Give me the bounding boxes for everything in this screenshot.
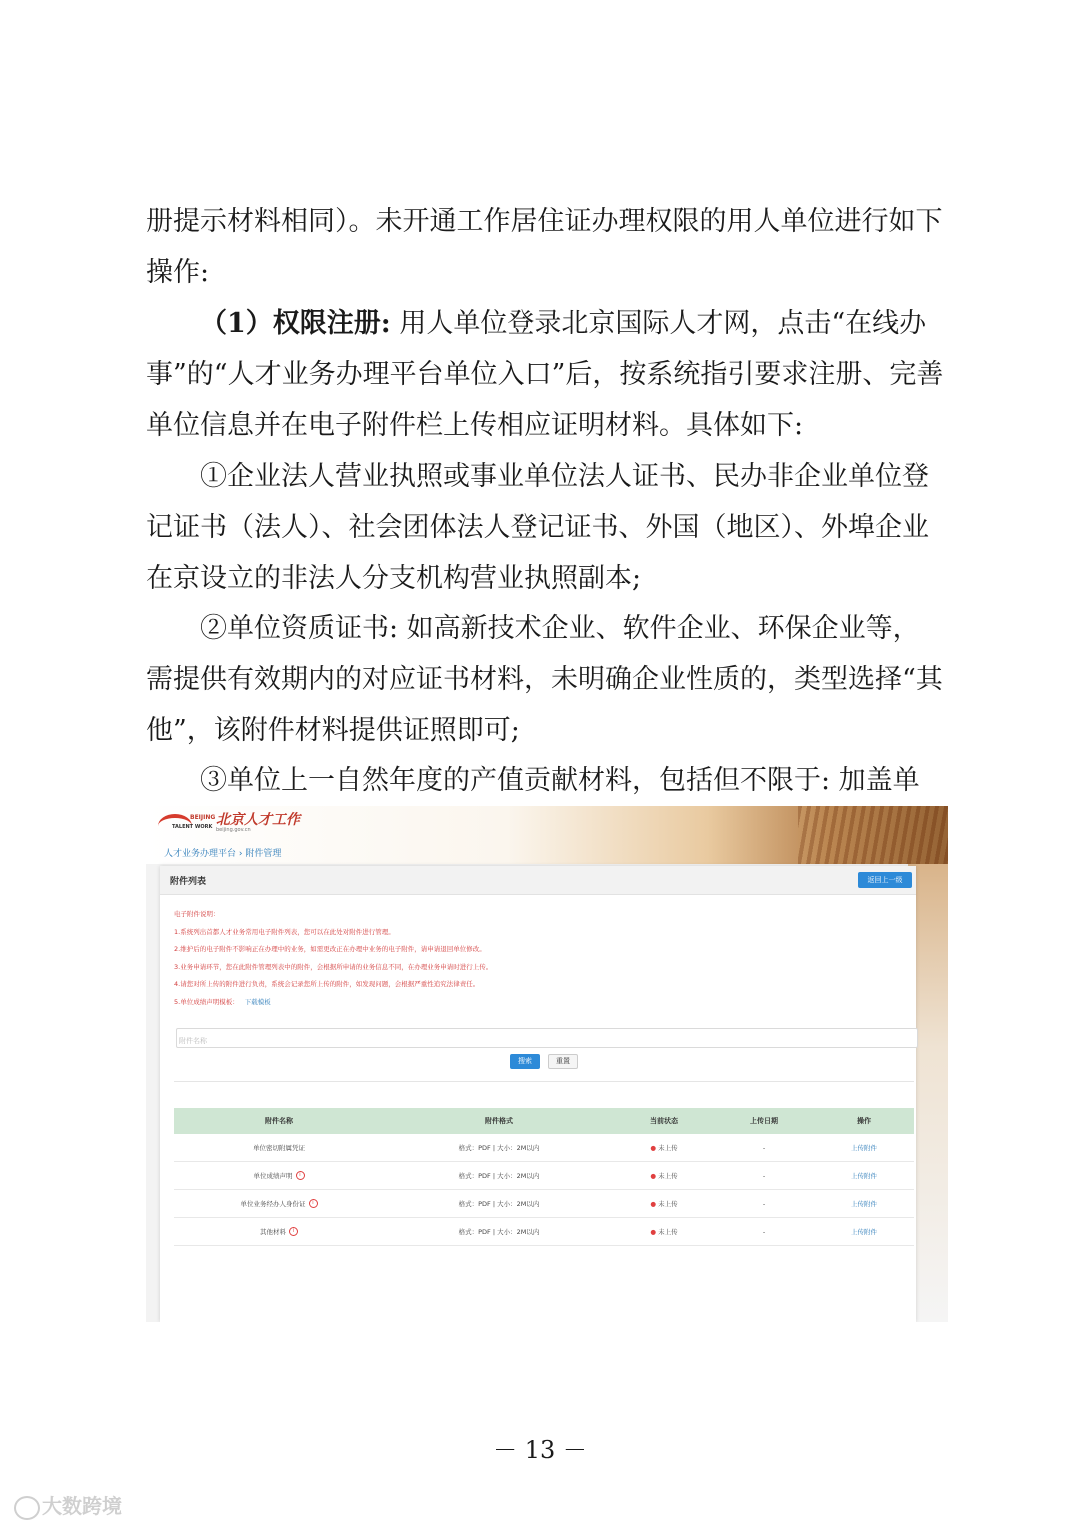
column-header: 当前状态 — [650, 1117, 678, 1125]
table-header — [174, 1108, 914, 1134]
watermark-logo-icon — [14, 1496, 40, 1520]
paragraph-registration — [146, 298, 946, 451]
attachment-name-text: 单位业务经办人身份证 — [240, 1200, 306, 1208]
status-text: 未上传 — [658, 1172, 678, 1180]
download-template-link[interactable]: 下载模板 — [244, 997, 271, 1006]
attachment-status — [614, 1218, 714, 1245]
attachment-panel — [160, 866, 916, 1322]
note-line: 1.系统列出首都人才业务常用电子附件列表，您可以在此处对附件进行管理。 — [174, 927, 395, 936]
column-header: 操作 — [857, 1117, 871, 1125]
attachment-name: 单位密切附属凭证 — [253, 1144, 305, 1152]
upload-date: - — [762, 1199, 766, 1208]
status-text: 未上传 — [658, 1144, 678, 1152]
note-text: 5.单位成绩声明模板： — [174, 997, 239, 1006]
watermark — [14, 1490, 122, 1520]
status-dot-icon: ● — [650, 1143, 657, 1152]
note-line: 2.维护后的电子附件不影响正在办理中的业务，如需更改正在办理中业务的电子附件，请申请退回单位修改。 — [174, 945, 486, 953]
watermark-text: 大数跨境 — [42, 1494, 122, 1518]
attachment-format: 格式：PDF | 大小：2M以内 — [458, 1172, 540, 1180]
building-eaves-image — [798, 806, 948, 864]
upload-date: - — [762, 1171, 766, 1180]
upload-attachment-link[interactable]: 上传附件 — [851, 1144, 877, 1152]
attachment-name-text: 其他材料 — [260, 1228, 286, 1236]
attachment-status — [614, 1190, 714, 1217]
logo-text-en: BEIJING — [190, 814, 216, 821]
status-dot-icon: ● — [650, 1199, 657, 1208]
column-header: 附件名称 — [265, 1117, 293, 1125]
logo-text-en-sub: TALENT WORK — [172, 824, 213, 830]
search-button[interactable]: 搜索 — [510, 1054, 540, 1069]
upload-attachment-link[interactable]: 上传附件 — [851, 1172, 877, 1180]
panel-title: 附件列表 — [170, 877, 207, 887]
paragraph-item-2: ②单位资质证书: 如高新技术企业、软件企业、环保企业等，需提供有效期内的对应证书材料，未明确企业性质的，类型选择“其他”，该附件材料提供证照即可; — [146, 613, 943, 746]
note-line — [174, 994, 492, 1012]
status-text: 未上传 — [658, 1200, 678, 1208]
upload-attachment-link[interactable]: 上传附件 — [851, 1200, 877, 1208]
status-dot-icon: ● — [650, 1227, 657, 1236]
reset-button[interactable]: 重置 — [548, 1054, 578, 1069]
info-icon[interactable]: i — [296, 1171, 305, 1180]
logo-url: beijing.gov.cn — [216, 827, 251, 833]
attachment-name — [174, 1162, 384, 1189]
status-text: 未上传 — [658, 1228, 678, 1236]
note-line: 4.请您对所上传的附件进行负责，系统会记录您所上传的附件，如发现问题，会根据严重性追究法律责任。 — [174, 980, 480, 988]
column-header: 附件格式 — [485, 1117, 513, 1125]
back-button[interactable]: 返回上一级 — [858, 872, 912, 888]
panel-header — [160, 866, 916, 895]
registration-heading: （1）权限注册: — [200, 308, 391, 339]
attachment-format: 格式：PDF | 大小：2M以内 — [458, 1200, 540, 1208]
info-icon[interactable]: i — [289, 1227, 298, 1236]
breadcrumb[interactable]: 人才业务办理平台 › 附件管理 — [164, 849, 282, 859]
attachment-notes — [174, 906, 492, 1011]
table-row — [174, 1218, 914, 1246]
table-row — [174, 1190, 914, 1218]
attachment-name-search-input[interactable] — [176, 1028, 918, 1048]
divider — [174, 1081, 914, 1082]
attachment-status — [614, 1162, 714, 1189]
notes-title: 电子附件说明： — [174, 910, 220, 918]
attachment-name — [174, 1190, 384, 1217]
paragraph-item-3: ③单位上一自然年度的产值贡献材料，包括但不限于: 加盖单 — [200, 765, 920, 796]
attachment-name-text: 单位成绩声明 — [253, 1172, 293, 1180]
attachment-format: 格式：PDF | 大小：2M以内 — [458, 1228, 540, 1236]
attachment-format: 格式：PDF | 大小：2M以内 — [458, 1144, 540, 1152]
attachment-name — [174, 1218, 384, 1245]
attachment-status — [614, 1134, 714, 1161]
table-row — [174, 1162, 914, 1190]
attachment-table — [174, 1108, 914, 1246]
paragraph-intro: 册提示材料相同）。未开通工作居住证办理权限的用人单位进行如下操作: — [146, 206, 943, 288]
upload-date: - — [762, 1143, 766, 1152]
logo-text-cn: 北京人才工作 — [216, 812, 300, 828]
status-dot-icon: ● — [650, 1171, 657, 1180]
upload-date: - — [762, 1227, 766, 1236]
note-line: 3.业务申请环节，您在此附件管理列表中的附件，会根据所申请的业务信息不同，在办理业务申请时进行上传。 — [174, 962, 493, 971]
upload-attachment-link[interactable]: 上传附件 — [851, 1228, 877, 1236]
site-banner — [146, 806, 948, 864]
page-number: － 13 － — [493, 1436, 587, 1464]
embedded-screenshot — [146, 806, 948, 1322]
column-header: 上传日期 — [750, 1117, 778, 1125]
paragraph-item-1: ①企业法人营业执照或事业单位法人证书、民办非企业单位登记证书（法人）、社会团体法人登记证书、外国（地区）、外埠企业在京设立的非法人分支机构营业执照副本; — [146, 461, 929, 594]
registration-text: 用人单位登录北京国际人才网，点击“在线办事”的“人才业务办理平台单位入口”后，按系统指引要求注册、完善单位信息并在电子附件栏上传相应证明材料。具体如下: — [146, 308, 944, 441]
table-row — [174, 1134, 914, 1162]
info-icon[interactable]: i — [309, 1199, 318, 1208]
